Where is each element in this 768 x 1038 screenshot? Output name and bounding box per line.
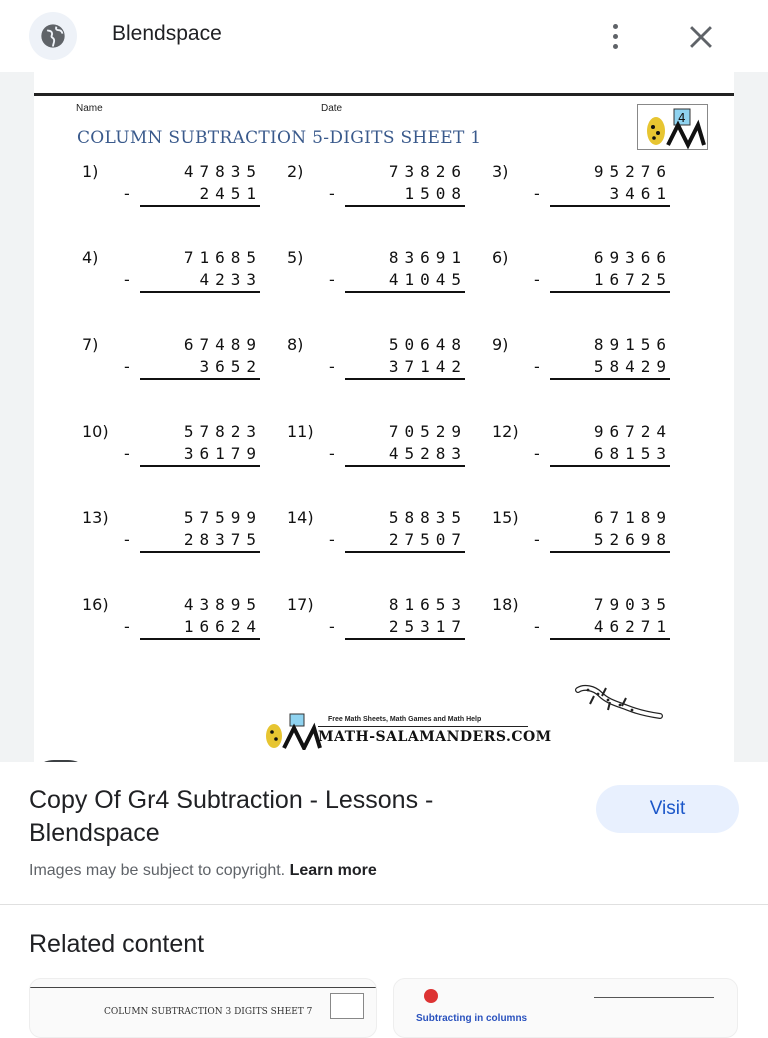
top-bar	[0, 0, 768, 72]
problem-number: 6)	[492, 248, 509, 267]
minus-sign: -	[329, 530, 335, 549]
problem-subtrahend: 37142	[388, 357, 467, 376]
problem-subtrahend: 3652	[199, 357, 262, 376]
learn-more-link[interactable]: Learn more	[289, 862, 377, 879]
problem-subtrahend: 16725	[593, 270, 672, 289]
problem-7	[82, 335, 282, 385]
problem-13	[82, 508, 282, 558]
problem-number: 12)	[492, 422, 519, 441]
problem-10	[82, 422, 282, 472]
image-preview[interactable]	[0, 72, 768, 762]
related-card-1[interactable]	[29, 978, 377, 1038]
problem-number: 8)	[287, 335, 304, 354]
problem-minuend: 50648	[388, 335, 467, 354]
problem-number: 5)	[287, 248, 304, 267]
problem-15	[492, 508, 692, 558]
problem-4	[82, 248, 282, 298]
answer-line	[345, 378, 465, 380]
problem-number: 17)	[287, 595, 314, 614]
problem-18	[492, 595, 692, 645]
answer-line	[345, 551, 465, 553]
site-favicon	[29, 12, 77, 60]
name-label: Name	[76, 103, 103, 114]
problem-5	[287, 248, 487, 298]
problem-number: 4)	[82, 248, 99, 267]
problem-minuend: 73826	[388, 162, 467, 181]
problem-8	[287, 335, 487, 385]
worksheet-title: COLUMN SUBTRACTION 5-DIGITS SHEET 1	[77, 128, 482, 148]
salamander-drawing	[574, 684, 664, 724]
problem-minuend: 43895	[183, 595, 262, 614]
problem-minuend: 83691	[388, 248, 467, 267]
minus-sign: -	[329, 184, 335, 203]
problem-subtrahend: 25317	[388, 617, 467, 636]
answer-line	[550, 638, 670, 640]
minus-sign: -	[124, 184, 130, 203]
problem-subtrahend: 16624	[183, 617, 262, 636]
answer-line	[550, 378, 670, 380]
problem-minuend: 69366	[593, 248, 672, 267]
problem-16	[82, 595, 282, 645]
problem-subtrahend: 28375	[183, 530, 262, 549]
problem-minuend: 58835	[388, 508, 467, 527]
problem-number: 11)	[287, 422, 314, 441]
answer-line	[140, 638, 260, 640]
problem-minuend: 57823	[183, 422, 262, 441]
problem-12	[492, 422, 692, 472]
problem-number: 2)	[287, 162, 304, 181]
date-label: Date	[321, 103, 343, 114]
minus-sign: -	[329, 617, 335, 636]
problem-subtrahend: 1508	[404, 184, 467, 203]
problem-number: 15)	[492, 508, 519, 527]
problem-11	[287, 422, 487, 472]
problem-subtrahend: 27507	[388, 530, 467, 549]
problem-subtrahend: 3461	[609, 184, 672, 203]
problem-number: 13)	[82, 508, 109, 527]
problem-minuend: 79035	[593, 595, 672, 614]
worksheet-image	[34, 72, 734, 762]
answer-line	[140, 378, 260, 380]
problem-14	[287, 508, 487, 558]
problem-subtrahend: 68153	[593, 444, 672, 463]
related-card-2-title: Subtracting in columns	[416, 1013, 528, 1024]
problem-grid	[34, 72, 734, 762]
close-icon[interactable]	[684, 20, 718, 54]
answer-line	[140, 291, 260, 293]
problem-minuend: 89156	[593, 335, 672, 354]
minus-sign: -	[124, 444, 130, 463]
problem-number: 18)	[492, 595, 519, 614]
visit-button[interactable]: Visit	[596, 785, 739, 833]
problem-minuend: 71685	[183, 248, 262, 267]
related-card-2[interactable]	[393, 978, 738, 1038]
problem-number: 9)	[492, 335, 509, 354]
problem-minuend: 67489	[183, 335, 262, 354]
problem-subtrahend: 41045	[388, 270, 467, 289]
minus-sign: -	[534, 444, 540, 463]
problem-number: 7)	[82, 335, 99, 354]
minus-sign: -	[124, 530, 130, 549]
answer-line	[140, 465, 260, 467]
problem-2	[287, 162, 487, 212]
copyright-text: Images may be subject to copyright.	[29, 862, 286, 879]
minus-sign: -	[329, 444, 335, 463]
minus-sign: -	[534, 270, 540, 289]
globe-icon	[39, 22, 67, 50]
section-divider	[0, 904, 768, 905]
answer-line	[550, 291, 670, 293]
minus-sign: -	[534, 617, 540, 636]
problem-6	[492, 248, 692, 298]
related-card-1-title: COLUMN SUBTRACTION 3 DIGITS SHEET 7	[104, 1007, 313, 1017]
minus-sign: -	[124, 270, 130, 289]
logo-number: 4	[678, 111, 686, 125]
problem-minuend: 47835	[183, 162, 262, 181]
answer-line	[345, 465, 465, 467]
problem-minuend: 81653	[388, 595, 467, 614]
related-heading: Related content	[29, 930, 205, 958]
minus-sign: -	[329, 270, 335, 289]
problem-subtrahend: 52698	[593, 530, 672, 549]
problem-number: 3)	[492, 162, 509, 181]
problem-minuend: 67189	[593, 508, 672, 527]
footer-tagline: Free Math Sheets, Math Games and Math Help	[328, 716, 482, 723]
problem-1	[82, 162, 282, 212]
problem-subtrahend: 2451	[199, 184, 262, 203]
minus-sign: -	[534, 530, 540, 549]
problem-number: 1)	[82, 162, 99, 181]
problem-number: 16)	[82, 595, 109, 614]
related-card-2-icon	[424, 989, 438, 1003]
problem-subtrahend: 36179	[183, 444, 262, 463]
problem-number: 10)	[82, 422, 109, 441]
problem-subtrahend: 46271	[593, 617, 672, 636]
problem-minuend: 96724	[593, 422, 672, 441]
problem-subtrahend: 4233	[199, 270, 262, 289]
copyright-notice	[29, 862, 377, 880]
minus-sign: -	[534, 184, 540, 203]
minus-sign: -	[124, 357, 130, 376]
result-title[interactable]: Copy Of Gr4 Subtraction - Lessons - Blendspace	[29, 786, 434, 847]
footer-line	[318, 726, 528, 727]
answer-line	[550, 465, 670, 467]
related-card-2-name-line	[594, 997, 714, 998]
footer-brand: MATH-SALAMANDERS.COM	[318, 729, 552, 745]
minus-sign: -	[534, 357, 540, 376]
problem-subtrahend: 45283	[388, 444, 467, 463]
site-name: Blendspace	[112, 22, 222, 45]
problem-9	[492, 335, 692, 385]
problem-minuend: 70529	[388, 422, 467, 441]
answer-line	[550, 551, 670, 553]
minus-sign: -	[329, 357, 335, 376]
related-card-1-thumb-logo	[330, 993, 364, 1019]
minus-sign: -	[124, 617, 130, 636]
answer-line	[345, 638, 465, 640]
problem-number: 14)	[287, 508, 314, 527]
problem-minuend: 57599	[183, 508, 262, 527]
answer-line	[345, 205, 465, 207]
more-vert-icon[interactable]	[600, 20, 630, 52]
answer-line	[140, 551, 260, 553]
answer-line	[345, 291, 465, 293]
problem-3	[492, 162, 692, 212]
result-info	[0, 762, 768, 906]
problem-minuend: 95276	[593, 162, 672, 181]
answer-line	[550, 205, 670, 207]
answer-line	[140, 205, 260, 207]
problem-17	[287, 595, 487, 645]
problem-subtrahend: 58429	[593, 357, 672, 376]
